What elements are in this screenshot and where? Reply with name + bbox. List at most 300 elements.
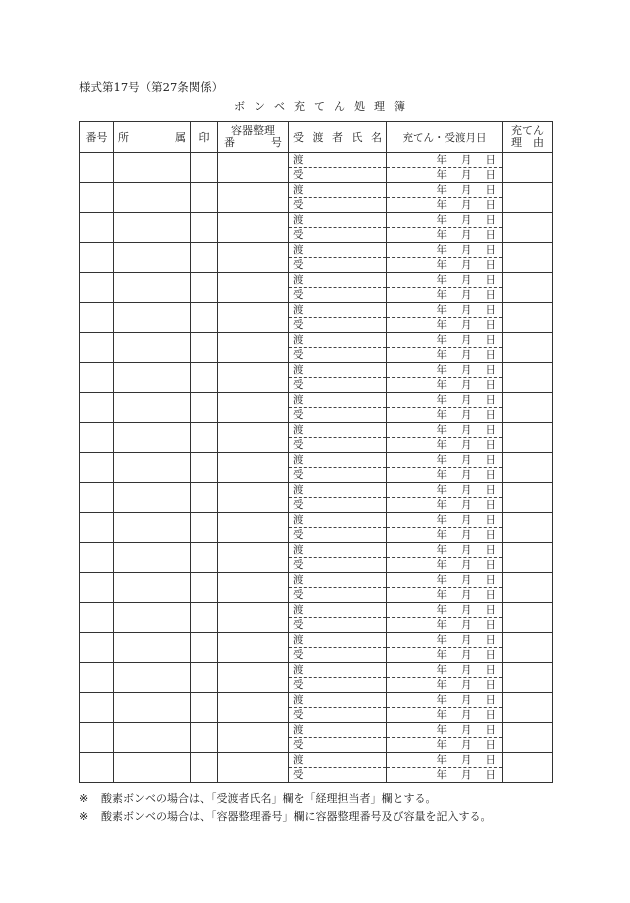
container-number-cell[interactable] <box>218 513 289 543</box>
affiliation-cell[interactable] <box>114 303 191 333</box>
date-cell[interactable] <box>387 273 503 288</box>
date-cell[interactable] <box>387 453 503 468</box>
number-cell[interactable] <box>80 633 114 663</box>
container-number-cell[interactable] <box>218 573 289 603</box>
fill-reason-cell[interactable] <box>503 723 553 753</box>
date-month-label: 月 <box>461 214 472 226</box>
date-cell[interactable] <box>387 498 503 513</box>
date-cell[interactable] <box>387 153 503 168</box>
date-year-label: 年 <box>436 334 447 346</box>
deliver-name-cell[interactable] <box>289 543 387 558</box>
date-month-label: 月 <box>461 424 472 436</box>
seal-cell[interactable] <box>191 663 218 693</box>
header-name-char: 名 <box>371 131 382 144</box>
affiliation-cell[interactable] <box>114 363 191 393</box>
container-number-cell[interactable] <box>218 453 289 483</box>
date-cell[interactable] <box>387 648 503 663</box>
receive-name-cell[interactable] <box>289 678 387 693</box>
date-cell[interactable] <box>387 558 503 573</box>
seal-cell[interactable] <box>191 243 218 273</box>
fill-reason-cell[interactable] <box>503 663 553 693</box>
seal-cell[interactable] <box>191 363 218 393</box>
fill-reason-cell[interactable] <box>503 603 553 633</box>
date-cell[interactable] <box>387 438 503 453</box>
deliver-label: 渡 <box>293 454 304 466</box>
date-cell[interactable] <box>387 513 503 528</box>
number-cell[interactable] <box>80 663 114 693</box>
deliver-name-cell[interactable] <box>289 363 387 378</box>
date-year-label: 年 <box>436 364 447 376</box>
affiliation-cell[interactable] <box>114 663 191 693</box>
date-year-label: 年 <box>436 574 447 586</box>
container-number-cell[interactable] <box>218 693 289 723</box>
fill-reason-cell[interactable] <box>503 333 553 363</box>
container-number-cell[interactable] <box>218 423 289 453</box>
seal-cell[interactable] <box>191 633 218 663</box>
header-affiliation-char-2: 属 <box>175 131 186 144</box>
table-row <box>80 603 553 618</box>
date-cell[interactable] <box>387 198 503 213</box>
header-name-char: 者 <box>332 131 343 144</box>
date-year-label: 年 <box>436 769 447 781</box>
receive-label: 受 <box>293 229 304 241</box>
date-month-label: 月 <box>461 754 472 766</box>
date-year-label: 年 <box>436 529 447 541</box>
affiliation-cell[interactable] <box>114 753 191 783</box>
affiliation-cell[interactable] <box>114 633 191 663</box>
receive-name-cell[interactable] <box>289 528 387 543</box>
date-month-label: 月 <box>461 334 472 346</box>
receive-name-cell[interactable] <box>289 258 387 273</box>
deliver-label: 渡 <box>293 184 304 196</box>
footnote-2 <box>79 808 492 826</box>
container-number-cell[interactable] <box>218 303 289 333</box>
date-day-label: 日 <box>485 454 496 466</box>
date-cell[interactable] <box>387 723 503 738</box>
affiliation-cell[interactable] <box>114 483 191 513</box>
affiliation-cell[interactable] <box>114 213 191 243</box>
date-cell[interactable] <box>387 738 503 753</box>
affiliation-cell[interactable] <box>114 273 191 303</box>
seal-cell[interactable] <box>191 513 218 543</box>
date-cell[interactable] <box>387 408 503 423</box>
affiliation-cell[interactable] <box>114 723 191 753</box>
receive-label: 受 <box>293 649 304 661</box>
fill-reason-cell[interactable] <box>503 453 553 483</box>
receive-label: 受 <box>293 739 304 751</box>
date-day-label: 日 <box>485 529 496 541</box>
affiliation-cell[interactable] <box>114 183 191 213</box>
receive-name-cell[interactable] <box>289 768 387 783</box>
date-month-label: 月 <box>461 259 472 271</box>
fill-reason-cell[interactable] <box>503 153 553 183</box>
container-number-cell[interactable] <box>218 663 289 693</box>
seal-cell[interactable] <box>191 573 218 603</box>
number-cell[interactable] <box>80 393 114 423</box>
seal-cell[interactable] <box>191 423 218 453</box>
header-number: 番号 <box>80 122 114 153</box>
number-cell[interactable] <box>80 213 114 243</box>
date-day-label: 日 <box>485 559 496 571</box>
affiliation-cell[interactable] <box>114 543 191 573</box>
table-row <box>80 483 553 498</box>
date-day-label: 日 <box>485 409 496 421</box>
date-cell[interactable] <box>387 393 503 408</box>
receive-name-cell[interactable] <box>289 618 387 633</box>
fill-reason-cell[interactable] <box>503 213 553 243</box>
date-month-label: 月 <box>461 709 472 721</box>
fill-reason-cell[interactable] <box>503 483 553 513</box>
seal-cell[interactable] <box>191 273 218 303</box>
date-day-label: 日 <box>485 154 496 166</box>
seal-cell[interactable] <box>191 483 218 513</box>
receive-name-cell[interactable] <box>289 708 387 723</box>
deliver-name-cell[interactable] <box>289 573 387 588</box>
number-cell[interactable] <box>80 723 114 753</box>
receive-label: 受 <box>293 319 304 331</box>
number-cell[interactable] <box>80 333 114 363</box>
date-cell[interactable] <box>387 378 503 393</box>
affiliation-cell[interactable] <box>114 603 191 633</box>
date-month-label: 月 <box>461 364 472 376</box>
date-year-label: 年 <box>436 514 447 526</box>
table-row <box>80 153 553 168</box>
date-month-label: 月 <box>461 724 472 736</box>
header-name-char: 氏 <box>351 131 363 144</box>
date-cell[interactable] <box>387 543 503 558</box>
date-cell[interactable] <box>387 168 503 183</box>
container-number-cell[interactable] <box>218 183 289 213</box>
container-number-cell[interactable] <box>218 393 289 423</box>
number-cell[interactable] <box>80 363 114 393</box>
date-month-label: 月 <box>461 544 472 556</box>
date-cell[interactable] <box>387 258 503 273</box>
date-cell[interactable] <box>387 183 503 198</box>
table-row <box>80 573 553 588</box>
seal-cell[interactable] <box>191 393 218 423</box>
deliver-name-cell[interactable] <box>289 693 387 708</box>
fill-reason-cell[interactable] <box>503 423 553 453</box>
receive-name-cell[interactable] <box>289 588 387 603</box>
seal-cell[interactable] <box>191 693 218 723</box>
date-month-label: 月 <box>461 604 472 616</box>
seal-cell[interactable] <box>191 333 218 363</box>
receive-label: 受 <box>293 349 304 361</box>
affiliation-cell[interactable] <box>114 153 191 183</box>
date-cell[interactable] <box>387 618 503 633</box>
table-row <box>80 663 553 678</box>
date-month-label: 月 <box>461 289 472 301</box>
deliver-label: 渡 <box>293 544 304 556</box>
date-cell[interactable] <box>387 213 503 228</box>
date-day-label: 日 <box>485 604 496 616</box>
fill-reason-cell[interactable] <box>503 543 553 573</box>
date-cell[interactable] <box>387 483 503 498</box>
date-cell[interactable] <box>387 693 503 708</box>
date-year-label: 年 <box>436 289 447 301</box>
table-row <box>80 363 553 378</box>
receive-name-cell[interactable] <box>289 288 387 303</box>
date-day-label: 日 <box>485 169 496 181</box>
seal-cell[interactable] <box>191 603 218 633</box>
deliver-label: 渡 <box>293 424 304 436</box>
receive-name-cell[interactable] <box>289 168 387 183</box>
deliver-label: 渡 <box>293 274 304 286</box>
fill-reason-cell[interactable] <box>503 363 553 393</box>
receive-name-cell[interactable] <box>289 648 387 663</box>
fill-reason-cell[interactable] <box>503 693 553 723</box>
date-cell[interactable] <box>387 348 503 363</box>
header-recipient-name <box>289 122 387 153</box>
receive-label: 受 <box>293 499 304 511</box>
date-cell[interactable] <box>387 588 503 603</box>
container-number-cell[interactable] <box>218 483 289 513</box>
seal-cell[interactable] <box>191 453 218 483</box>
date-cell[interactable] <box>387 663 503 678</box>
table-row <box>80 753 553 768</box>
fill-reason-cell[interactable] <box>503 573 553 603</box>
receive-name-cell[interactable] <box>289 198 387 213</box>
receive-name-cell[interactable] <box>289 558 387 573</box>
deliver-name-cell[interactable] <box>289 513 387 528</box>
receive-label: 受 <box>293 289 304 301</box>
date-month-label: 月 <box>461 514 472 526</box>
number-cell[interactable] <box>80 513 114 543</box>
deliver-name-cell[interactable] <box>289 243 387 258</box>
affiliation-cell[interactable] <box>114 513 191 543</box>
date-day-label: 日 <box>485 679 496 691</box>
container-number-cell[interactable] <box>218 603 289 633</box>
date-cell[interactable] <box>387 768 503 783</box>
deliver-name-cell[interactable] <box>289 603 387 618</box>
date-month-label: 月 <box>461 274 472 286</box>
date-day-label: 日 <box>485 514 496 526</box>
date-month-label: 月 <box>461 499 472 511</box>
deliver-name-cell[interactable] <box>289 423 387 438</box>
affiliation-cell[interactable] <box>114 393 191 423</box>
deliver-label: 渡 <box>293 694 304 706</box>
container-number-cell[interactable] <box>218 363 289 393</box>
deliver-name-cell[interactable] <box>289 393 387 408</box>
date-year-label: 年 <box>436 304 447 316</box>
date-month-label: 月 <box>461 574 472 586</box>
date-year-label: 年 <box>436 244 447 256</box>
deliver-name-cell[interactable] <box>289 273 387 288</box>
receive-name-cell[interactable] <box>289 738 387 753</box>
date-year-label: 年 <box>436 409 447 421</box>
receive-name-cell[interactable] <box>289 378 387 393</box>
receive-name-cell[interactable] <box>289 318 387 333</box>
date-cell[interactable] <box>387 528 503 543</box>
header-container-line2b: 号 <box>271 136 282 149</box>
deliver-label: 渡 <box>293 664 304 676</box>
number-cell[interactable] <box>80 453 114 483</box>
number-cell[interactable] <box>80 483 114 513</box>
affiliation-cell[interactable] <box>114 453 191 483</box>
container-number-cell[interactable] <box>218 243 289 273</box>
affiliation-cell[interactable] <box>114 243 191 273</box>
table-row <box>80 723 553 738</box>
header-name-char: 渡 <box>312 131 324 144</box>
container-number-cell[interactable] <box>218 723 289 753</box>
fill-reason-cell[interactable] <box>503 513 553 543</box>
header-affiliation-char-1: 所 <box>118 131 129 144</box>
date-cell[interactable] <box>387 603 503 618</box>
date-day-label: 日 <box>485 394 496 406</box>
receive-name-cell[interactable] <box>289 348 387 363</box>
date-day-label: 日 <box>485 439 496 451</box>
deliver-name-cell[interactable] <box>289 153 387 168</box>
number-cell[interactable] <box>80 603 114 633</box>
affiliation-cell[interactable] <box>114 573 191 603</box>
date-day-label: 日 <box>485 769 496 781</box>
cylinder-log-table <box>79 121 553 783</box>
deliver-name-cell[interactable] <box>289 213 387 228</box>
deliver-name-cell[interactable] <box>289 333 387 348</box>
affiliation-cell[interactable] <box>114 333 191 363</box>
header-affiliation <box>114 122 191 153</box>
date-day-label: 日 <box>485 634 496 646</box>
fill-reason-cell[interactable] <box>503 393 553 423</box>
date-year-label: 年 <box>436 604 447 616</box>
receive-label: 受 <box>293 439 304 451</box>
date-cell[interactable] <box>387 228 503 243</box>
fill-reason-cell[interactable] <box>503 753 553 783</box>
receive-name-cell[interactable] <box>289 408 387 423</box>
date-year-label: 年 <box>436 664 447 676</box>
fill-reason-cell[interactable] <box>503 273 553 303</box>
number-cell[interactable] <box>80 753 114 783</box>
number-cell[interactable] <box>80 273 114 303</box>
date-year-label: 年 <box>436 259 447 271</box>
container-number-cell[interactable] <box>218 333 289 363</box>
container-number-cell[interactable] <box>218 273 289 303</box>
date-month-label: 月 <box>461 679 472 691</box>
date-day-label: 日 <box>485 244 496 256</box>
table-body <box>80 153 553 783</box>
date-cell[interactable] <box>387 303 503 318</box>
date-day-label: 日 <box>485 364 496 376</box>
number-cell[interactable] <box>80 243 114 273</box>
date-month-label: 月 <box>461 304 472 316</box>
fill-reason-cell[interactable] <box>503 243 553 273</box>
date-year-label: 年 <box>436 319 447 331</box>
seal-cell[interactable] <box>191 543 218 573</box>
deliver-name-cell[interactable] <box>289 303 387 318</box>
receive-label: 受 <box>293 619 304 631</box>
number-cell[interactable] <box>80 303 114 333</box>
deliver-name-cell[interactable] <box>289 663 387 678</box>
date-year-label: 年 <box>436 739 447 751</box>
deliver-name-cell[interactable] <box>289 483 387 498</box>
date-month-label: 月 <box>461 559 472 571</box>
date-month-label: 月 <box>461 379 472 391</box>
date-year-label: 年 <box>436 559 447 571</box>
seal-cell[interactable] <box>191 153 218 183</box>
fill-reason-cell[interactable] <box>503 633 553 663</box>
date-cell[interactable] <box>387 423 503 438</box>
deliver-name-cell[interactable] <box>289 183 387 198</box>
date-day-label: 日 <box>485 499 496 511</box>
container-number-cell[interactable] <box>218 213 289 243</box>
receive-name-cell[interactable] <box>289 438 387 453</box>
number-cell[interactable] <box>80 543 114 573</box>
date-cell[interactable] <box>387 708 503 723</box>
date-cell[interactable] <box>387 468 503 483</box>
container-number-cell[interactable] <box>218 753 289 783</box>
footnote-text: 酸素ボンベの場合は、「容器整理番号」欄に容器整理番号及び容量を記入する。 <box>101 810 492 823</box>
receive-label: 受 <box>293 409 304 421</box>
date-month-label: 月 <box>461 649 472 661</box>
container-number-cell[interactable] <box>218 153 289 183</box>
deliver-name-cell[interactable] <box>289 723 387 738</box>
receive-label: 受 <box>293 379 304 391</box>
container-number-cell[interactable] <box>218 633 289 663</box>
date-year-label: 年 <box>436 379 447 391</box>
receive-label: 受 <box>293 199 304 211</box>
fill-reason-cell[interactable] <box>503 183 553 213</box>
date-cell[interactable] <box>387 333 503 348</box>
receive-label: 受 <box>293 679 304 691</box>
date-cell[interactable] <box>387 243 503 258</box>
number-cell[interactable] <box>80 573 114 603</box>
seal-cell[interactable] <box>191 303 218 333</box>
date-day-label: 日 <box>485 544 496 556</box>
date-cell[interactable] <box>387 573 503 588</box>
date-cell[interactable] <box>387 288 503 303</box>
date-cell[interactable] <box>387 753 503 768</box>
date-cell[interactable] <box>387 633 503 648</box>
deliver-name-cell[interactable] <box>289 453 387 468</box>
table-row <box>80 423 553 438</box>
date-month-label: 月 <box>461 454 472 466</box>
date-year-label: 年 <box>436 544 447 556</box>
seal-cell[interactable] <box>191 723 218 753</box>
number-cell[interactable] <box>80 423 114 453</box>
date-cell[interactable] <box>387 678 503 693</box>
receive-name-cell[interactable] <box>289 228 387 243</box>
seal-cell[interactable] <box>191 213 218 243</box>
date-day-label: 日 <box>485 619 496 631</box>
table-row <box>80 183 553 198</box>
table-row <box>80 303 553 318</box>
date-year-label: 年 <box>436 229 447 241</box>
deliver-label: 渡 <box>293 304 304 316</box>
date-day-label: 日 <box>485 709 496 721</box>
date-day-label: 日 <box>485 319 496 331</box>
date-cell[interactable] <box>387 318 503 333</box>
deliver-name-cell[interactable] <box>289 633 387 648</box>
affiliation-cell[interactable] <box>114 423 191 453</box>
form-number-label: 様式第17号（第27条関係） <box>79 80 224 94</box>
seal-cell[interactable] <box>191 183 218 213</box>
number-cell[interactable] <box>80 693 114 723</box>
seal-cell[interactable] <box>191 753 218 783</box>
footnote-mark: ※ <box>79 792 89 805</box>
receive-name-cell[interactable] <box>289 498 387 513</box>
deliver-name-cell[interactable] <box>289 753 387 768</box>
number-cell[interactable] <box>80 183 114 213</box>
fill-reason-cell[interactable] <box>503 303 553 333</box>
affiliation-cell[interactable] <box>114 693 191 723</box>
container-number-cell[interactable] <box>218 543 289 573</box>
date-day-label: 日 <box>485 694 496 706</box>
date-month-label: 月 <box>461 664 472 676</box>
date-cell[interactable] <box>387 363 503 378</box>
receive-name-cell[interactable] <box>289 468 387 483</box>
number-cell[interactable] <box>80 153 114 183</box>
deliver-label: 渡 <box>293 514 304 526</box>
